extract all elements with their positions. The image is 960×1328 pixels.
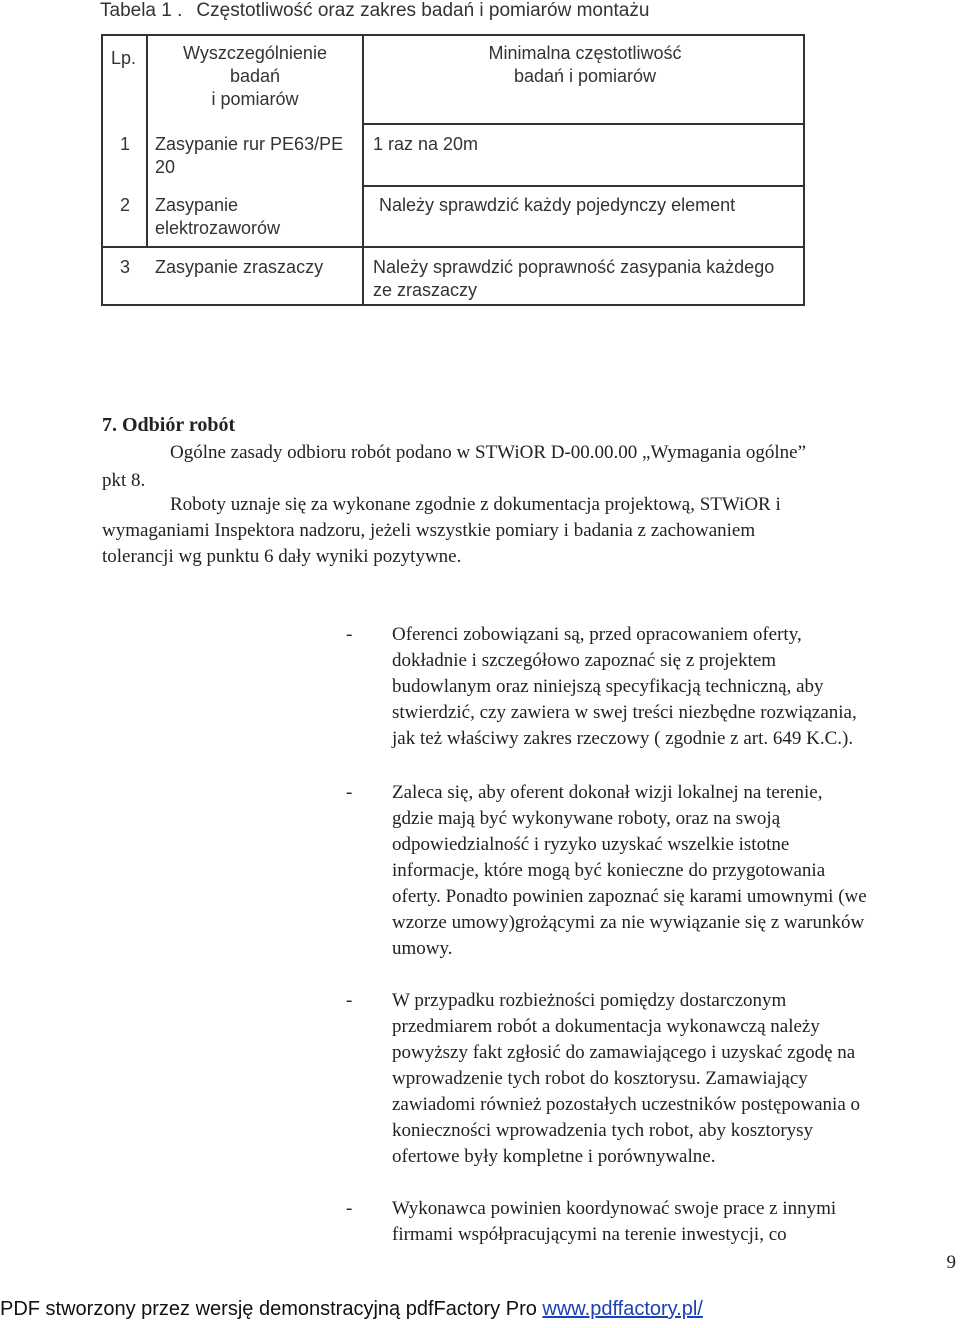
bullet-line: odpowiedzialność i ryzyko uzyskać wszelkie istotne bbox=[392, 834, 790, 855]
table-caption bbox=[100, 0, 649, 22]
bullet-line: Oferenci zobowiązani są, przed opracowaniem oferty, bbox=[392, 624, 802, 645]
page-number: 9 bbox=[946, 1252, 956, 1273]
header-item-line1: Wyszczególnienie bbox=[183, 43, 327, 63]
bullet-line: zawiadomi również pozostałych uczestników postępowania o bbox=[392, 1094, 860, 1115]
row-divider-2 bbox=[103, 246, 805, 248]
row1-item bbox=[155, 133, 360, 179]
header-item-line3: i pomiarów bbox=[211, 89, 299, 109]
bullet-line: stwierdzić, czy zawiera w swej treści niezbędne rozwiązania, bbox=[392, 702, 857, 723]
section-line1: Ogólne zasady odbioru robót podano w STWiOR D-00.00.00 „Wymagania ogólne” bbox=[170, 442, 807, 463]
bullet-line: informacje, które mogą być konieczne do przygotowania bbox=[392, 860, 826, 881]
row1-frequency: 1 raz na 20m bbox=[373, 134, 479, 154]
bullet-line: dokładnie i szczegółowo zapoznać się z projektem bbox=[392, 650, 777, 671]
header-lp: Lp. bbox=[111, 48, 137, 68]
bullet-line: oferty. Ponadto powinien zapoznać się karami umownymi (we bbox=[392, 886, 867, 907]
bullet-line: przedmiarem robót a dokumentacja wykonawczą należy bbox=[392, 1016, 820, 1037]
footer-text: PDF stworzony przez wersję demonstracyjną pdfFactory Pro bbox=[0, 1298, 537, 1320]
bullet-text bbox=[392, 780, 960, 962]
row3-frequency bbox=[373, 256, 803, 302]
row2-item-line1: Zasypanie bbox=[155, 195, 239, 215]
header-frequency bbox=[365, 42, 805, 88]
row1-item-line2: 20 bbox=[155, 157, 176, 177]
col-divider-item bbox=[362, 36, 364, 306]
caption-title: Częstotliwość oraz zakres badań i pomiarów montażu bbox=[196, 0, 650, 21]
bullet-dash: - bbox=[346, 782, 353, 803]
bullet-line: konieczności wprowadzenia tych robot, aby kosztorysy bbox=[392, 1120, 814, 1141]
header-item-line2: badań bbox=[229, 66, 281, 86]
col-divider-lp bbox=[146, 36, 148, 248]
header-frequency-line1: Minimalna częstotliwość bbox=[488, 43, 682, 63]
caption-label: Tabela 1 . bbox=[100, 0, 183, 21]
row-divider-1-right bbox=[362, 185, 805, 187]
pdf-footer bbox=[0, 1298, 703, 1321]
bullet-line: powyższy fakt zgłosić do zamawiającego i uzyskać zgodę na bbox=[392, 1042, 856, 1063]
section-para-line3: tolerancji wg punktu 6 dały wyniki pozytywne. bbox=[102, 546, 462, 567]
row3-frequency-line2: ze zraszaczy bbox=[373, 280, 478, 300]
row2-item bbox=[155, 194, 360, 240]
bullet-line: umowy. bbox=[392, 938, 453, 959]
section-para-line1: Roboty uznaje się za wykonane zgodnie z dokumentacja projektową, STWiOR i bbox=[170, 494, 781, 515]
section-line2: pkt 8. bbox=[102, 470, 146, 491]
header-item bbox=[149, 42, 361, 111]
bullet-dash: - bbox=[346, 990, 353, 1011]
bullet-line: wzorze umowy)grożącymi za nie wywiązanie się z warunków bbox=[392, 912, 865, 933]
row1-item-line1: Zasypanie rur PE63/PE bbox=[155, 134, 344, 154]
bullet-text bbox=[392, 1196, 960, 1248]
bullet-line: Wykonawca powinien koordynować swoje prace z innymi bbox=[392, 1198, 837, 1219]
row-divider-header-right bbox=[362, 123, 805, 125]
footer-link[interactable]: www.pdffactory.pl/ bbox=[542, 1298, 703, 1320]
row2-item-line2: elektrozaworów bbox=[155, 218, 281, 238]
row3-item: Zasypanie zraszaczy bbox=[155, 257, 324, 277]
section-para-line2: wymaganiami Inspektora nadzoru, jeżeli wszystkie pomiary i badania z zachowaniem bbox=[102, 520, 756, 541]
bullet-line: Zaleca się, aby oferent dokonał wizji lokalnej na terenie, bbox=[392, 782, 823, 803]
bullet-dash: - bbox=[346, 624, 353, 645]
section-heading: 7. Odbiór robót bbox=[102, 414, 236, 436]
bullet-line: wprowadzenie tych robot do kosztorysu. Zamawiający bbox=[392, 1068, 808, 1089]
bullet-line: budowlanym oraz niniejszą specyfikacją techniczną, aby bbox=[392, 676, 824, 697]
bullet-line: W przypadku rozbieżności pomiędzy dostarczonym bbox=[392, 990, 787, 1011]
bullet-text bbox=[392, 988, 960, 1170]
bullet-dash: - bbox=[346, 1198, 353, 1219]
header-frequency-line2: badań i pomiarów bbox=[513, 66, 657, 86]
frequency-table bbox=[101, 34, 805, 306]
bullet-line: ofertowe były kompletne i porównywalne. bbox=[392, 1146, 716, 1167]
row2-frequency: Należy sprawdzić każdy pojedynczy element bbox=[379, 195, 736, 215]
row3-lp: 3 bbox=[120, 257, 131, 277]
bullet-line: jak też właściwy zakres rzeczowy ( zgodnie z art. 649 K.C.). bbox=[392, 728, 854, 749]
row1-lp: 1 bbox=[120, 134, 131, 154]
row3-frequency-line1: Należy sprawdzić poprawność zasypania każdego bbox=[373, 257, 775, 277]
bullet-line: firmami współpracującymi na terenie inwestycji, co bbox=[392, 1224, 787, 1245]
bullet-text bbox=[392, 622, 960, 752]
row2-lp: 2 bbox=[120, 195, 131, 215]
bullet-line: gdzie mają być wykonywane roboty, oraz na swoją bbox=[392, 808, 781, 829]
